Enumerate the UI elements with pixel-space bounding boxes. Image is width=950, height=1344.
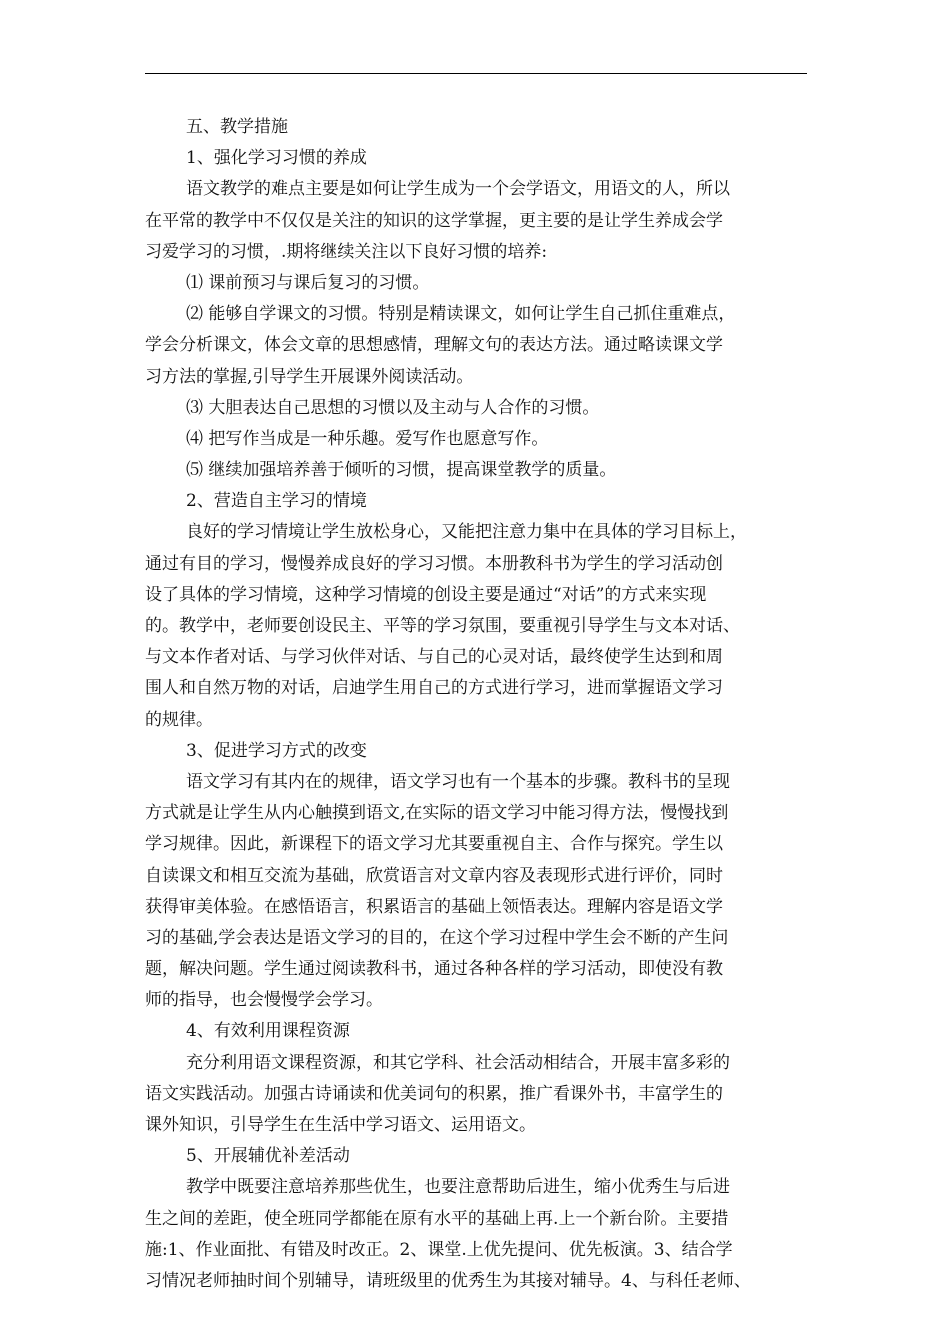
text-line: 方式就是让学生从内心触摸到语文,在实际的语文学习中能习得方法，慢慢找到 [145,803,729,824]
text-line: 在平常的教学中不仅仅是关注的知识的这学掌握，更主要的是让学生养成会学 [145,210,723,231]
text-line: 2、营造自主学习的情境 [186,491,367,512]
text-line: 师的指导，也会慢慢学会学习。 [145,990,383,1011]
text-line: 通过有目的学习，慢慢养成良好的学习习惯。本册教科书为学生的学习活动创 [145,553,723,574]
text-line: 习情况老师抽时间个别辅导，请班级里的优秀生为其接对辅导。4、与科任老师、 [145,1270,751,1291]
text-line: 的规律。 [145,709,213,730]
header-rule [145,73,807,74]
text-line: 教学中既要注意培养那些优生，也要注意帮助后进生，缩小优秀生与后进 [186,1177,730,1198]
text-line: 题，解决问题。学生通过阅读教科书，通过各种各样的学习活动，即使没有教 [145,959,723,980]
text-line: 设了具体的学习情境，这种学习情境的创设主要是通过“对话”的方式来实现 [145,584,707,605]
text-line: 习方法的掌握,引导学生开展课外阅读活动。 [145,366,474,387]
text-line: 3、促进学习方式的改变 [186,740,367,761]
text-line: 语文学习有其内在的规律，语文学习也有一个基本的步骤。教科书的呈现 [186,771,730,792]
text-line: 充分利用语文课程资源，和其它学科、社会活动相结合，开展丰富多彩的 [186,1052,730,1073]
text-line: 课外知识，引导学生在生活中学习语文、运用语文。 [145,1115,536,1135]
text-line: 习爱学习的习惯，.期将继续关注以下良好习惯的培养: [145,241,548,262]
text-line: ⑶ 大胆表达自己思想的习惯以及主动与人合作的习惯。 [186,397,600,418]
text-line: 学会分析课文，体会文章的思想感情，理解文句的表达方法。通过略读课文学 [145,335,723,356]
text-line: ⑵ 能够自学课文的习惯。特别是精读课文，如何让学生自己抓住重难点， [186,304,736,325]
text-line: 语文教学的难点主要是如何让学生成为一个会学语文，用语文的人，所以 [186,179,730,200]
text-line: 5、开展辅优补差活动 [186,1146,350,1167]
text-line: 围人和自然万物的对话，启迪学生用自己的方式进行学习，进而掌握语文学习 [145,678,723,699]
text-line: 自读课文和相互交流为基础，欣赏语言对文章内容及表现形式进行评价，同时 [145,865,723,886]
text-line: 1、强化学习习惯的养成 [186,148,367,169]
text-line: 获得审美体验。在感悟语言，积累语言的基础上领悟表达。理解内容是语文学 [145,896,723,917]
text-line: 学习规律。因此，新课程下的语文学习尤其要重视自主、合作与探究。学生以 [145,834,723,855]
text-line: 与文本作者对话、与学习伙伴对话、与自己的心灵对话，最终使学生达到和周 [145,647,723,668]
text-line: 五、教学措施 [186,117,288,137]
text-line: 良好的学习情境让学生放松身心，又能把注意力集中在具体的学习目标上， [186,522,747,543]
text-line: 施:1、作业面批、有错及时改正。2、课堂.上优先提问、优先板演。3、结合学 [145,1239,733,1260]
text-line: 生之间的差距，使全班同学都能在原有水平的基础上再.上一个新台阶。主要措 [145,1208,729,1229]
text-line: ⑷ 把写作当成是一种乐趣。爱写作也愿意写作。 [186,428,549,449]
text-line: 习的基础,学会表达是语文学习的目的，在这个学习过程中学生会不断的产生问 [145,927,729,948]
text-line: 4、有效利用课程资源 [186,1021,350,1042]
document-body [145,112,825,1297]
text-line: ⑸ 继续加强培养善于倾听的习惯，提高课堂教学的质量。 [186,460,617,481]
text-line: 语文实践活动。加强古诗诵读和优美词句的积累，推广看课外书，丰富学生的 [145,1083,723,1104]
text-line: ⑴ 课前预习与课后复习的习惯。 [186,272,430,293]
text-line: 的。教学中，老师要创设民主、平等的学习氛围，要重视引导学生与文本对话、 [145,616,740,636]
